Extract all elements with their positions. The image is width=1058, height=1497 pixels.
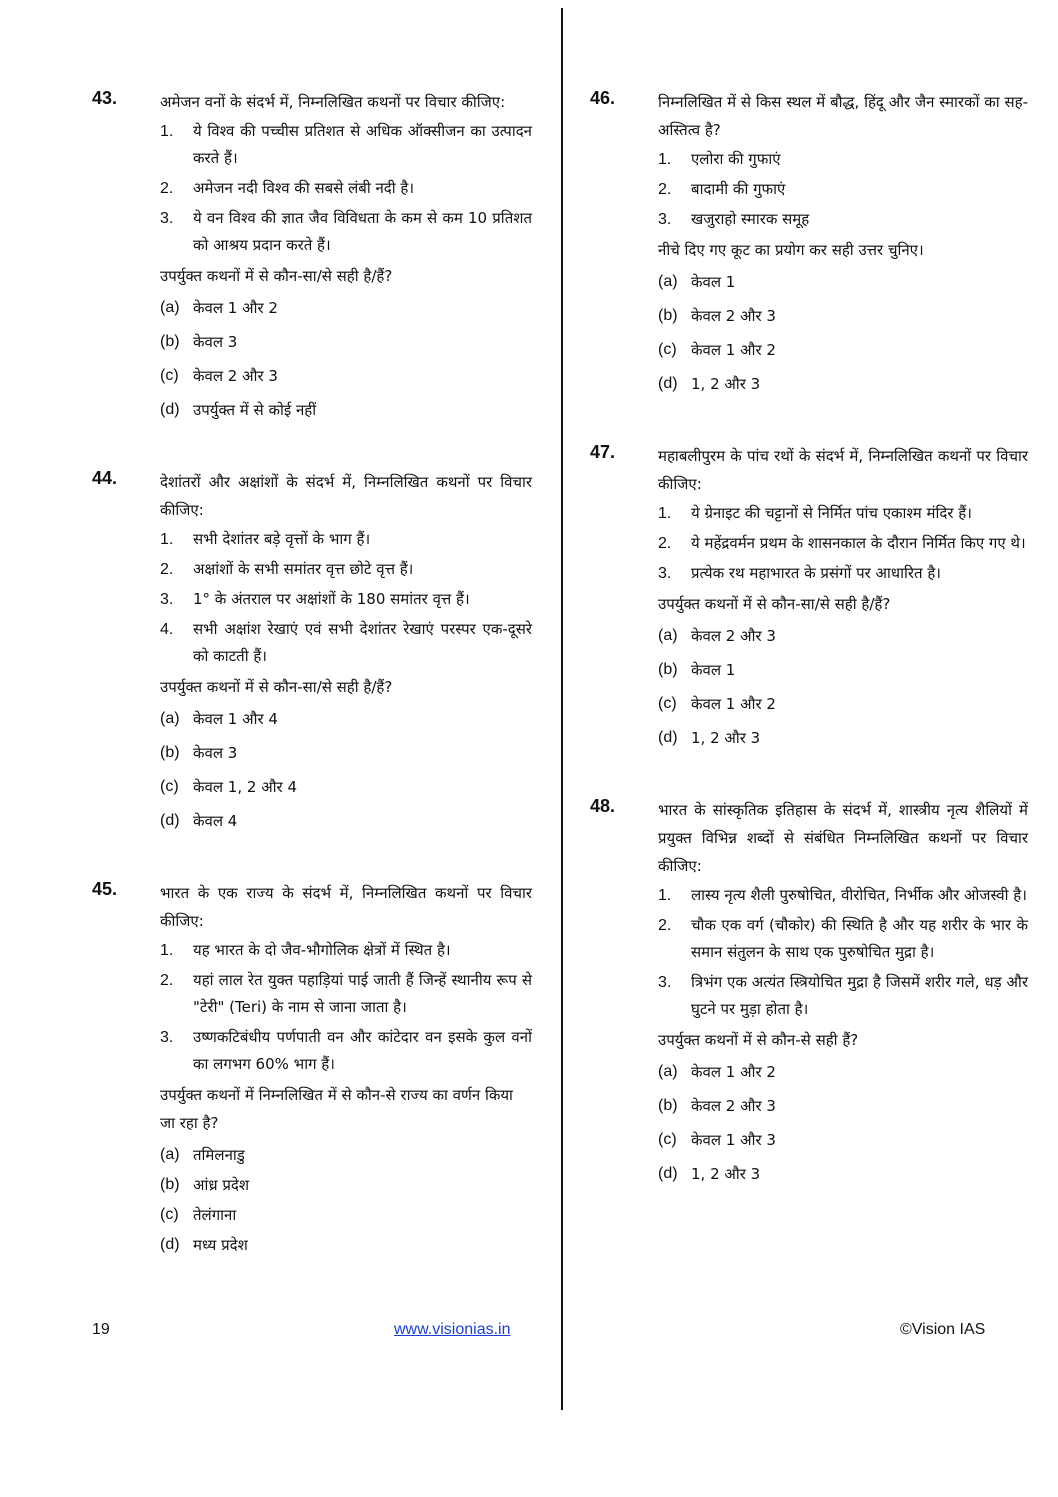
statement-item xyxy=(658,560,1028,587)
question-46 xyxy=(590,88,1028,398)
option-text: केवल 1 xyxy=(691,661,736,679)
option-label: (b) xyxy=(658,307,678,324)
option-label: (a) xyxy=(658,273,678,290)
question-prompt: उपर्युक्त कथनों में से कौन-सा/से सही है/हैं? xyxy=(658,595,891,613)
option-label: (b) xyxy=(658,1097,678,1114)
question-number: 43. xyxy=(92,88,118,108)
question-stem: महाबलीपुरम के पांच रथों के संदर्भ में, निम्नलिखित कथनों पर विचार कीजिए: xyxy=(658,447,1028,493)
statement-number: 3. xyxy=(160,1029,174,1046)
statement-item xyxy=(160,556,532,583)
statement-item xyxy=(658,530,1028,557)
statement-item xyxy=(658,146,1028,173)
statement-number: 3. xyxy=(160,210,174,227)
option-text: केवल 1 और 4 xyxy=(193,710,278,728)
question-stem: अमेजन वनों के संदर्भ में, निम्नलिखित कथनों पर विचार कीजिए: xyxy=(160,93,506,111)
option-text: 1, 2 और 3 xyxy=(691,729,761,747)
question-stem: निम्नलिखित में से किस स्थल में बौद्ध, हिंदू और जैन स्मारकों का सह-अस्तित्व है? xyxy=(658,93,1028,139)
option-text: केवल 2 और 3 xyxy=(691,307,776,325)
option-label: (a) xyxy=(658,1063,678,1080)
statement-number: 2. xyxy=(160,561,174,578)
option-label: (d) xyxy=(160,1236,180,1253)
statement-number: 3. xyxy=(658,974,672,991)
statement-item xyxy=(160,616,532,670)
question-stem: देशांतरों और अक्षांशों के संदर्भ में, निम्नलिखित कथनों पर विचार कीजिए: xyxy=(160,473,532,519)
option-list xyxy=(160,705,532,835)
statement-text: सभी अक्षांश रेखाएं एवं सभी देशांतर रेखाएं परस्पर एक-दूसरे को काटती हैं। xyxy=(193,620,532,665)
answer-option[interactable] xyxy=(160,1171,532,1199)
left-column xyxy=(92,88,532,1303)
option-list xyxy=(160,1141,532,1259)
statement-text: लास्य नृत्य शैली पुरुषोचित, वीरोचित, निर्भीक और ओजस्वी है। xyxy=(691,886,1027,904)
statement-text: ये महेंद्रवर्मन प्रथम के शासनकाल के दौरान निर्मित किए गए थे। xyxy=(691,534,1026,552)
option-label: (d) xyxy=(160,401,180,418)
answer-option[interactable] xyxy=(160,773,532,801)
option-text: उपर्युक्त में से कोई नहीं xyxy=(193,401,317,419)
question-prompt: उपर्युक्त कथनों में निम्नलिखित में से कौन-से राज्य का वर्णन किया जा रहा है? xyxy=(160,1086,513,1132)
statement-number: 1. xyxy=(160,123,174,140)
option-text: तेलंगाना xyxy=(193,1206,237,1224)
statement-text: त्रिभंग एक अत्यंत स्त्रियोचित मुद्रा है जिसमें शरीर गले, धड़ और घुटने पर मुड़ा होता है। xyxy=(691,973,1028,1018)
option-text: 1, 2 और 3 xyxy=(691,375,761,393)
statement-number: 1. xyxy=(658,887,672,904)
answer-option[interactable] xyxy=(160,294,532,322)
answer-option[interactable] xyxy=(658,336,1028,364)
option-text: केवल 2 और 3 xyxy=(691,627,776,645)
option-text: केवल 1 और 2 xyxy=(691,1063,776,1081)
option-label: (c) xyxy=(160,1206,179,1223)
option-text: मध्य प्रदेश xyxy=(193,1236,248,1254)
website-link[interactable]: www.visionias.in xyxy=(394,1321,511,1338)
answer-option[interactable] xyxy=(160,1231,532,1259)
question-prompt: उपर्युक्त कथनों में से कौन-से सही हैं? xyxy=(658,1031,859,1049)
answer-option[interactable] xyxy=(160,739,532,767)
answer-option[interactable] xyxy=(658,690,1028,718)
option-label: (c) xyxy=(658,341,677,358)
answer-option[interactable] xyxy=(658,302,1028,330)
statement-number: 4. xyxy=(160,621,174,638)
right-column xyxy=(590,88,1028,1232)
option-label: (d) xyxy=(658,729,678,746)
statement-number: 3. xyxy=(658,211,672,228)
question-number: 44. xyxy=(92,468,118,488)
statement-text: अक्षांशों के सभी समांतर वृत्त छोटे वृत्त हैं। xyxy=(193,560,414,578)
question-number: 45. xyxy=(92,879,118,899)
question-prompt: उपर्युक्त कथनों में से कौन-सा/से सही है/हैं? xyxy=(160,678,393,696)
option-text: 1, 2 और 3 xyxy=(691,1165,761,1183)
option-label: (d) xyxy=(160,812,180,829)
option-text: केवल 1 और 3 xyxy=(691,1131,776,1149)
question-prompt: उपर्युक्त कथनों में से कौन-सा/से सही है/हैं? xyxy=(160,267,393,285)
statement-item xyxy=(658,206,1028,233)
statement-item xyxy=(658,500,1028,527)
answer-option[interactable] xyxy=(160,1141,532,1169)
option-text: केवल 1 और 2 xyxy=(691,341,776,359)
statement-text: बादामी की गुफाएं xyxy=(691,180,786,198)
answer-option[interactable] xyxy=(658,268,1028,296)
option-text: केवल 2 और 3 xyxy=(691,1097,776,1115)
option-label: (c) xyxy=(658,1131,677,1148)
question-number: 48. xyxy=(590,796,616,816)
option-text: केवल 1 और 2 xyxy=(193,299,278,317)
option-text: तमिलनाडु xyxy=(193,1146,245,1164)
statement-list xyxy=(160,937,532,1078)
option-label: (a) xyxy=(160,299,180,316)
statement-item xyxy=(160,937,532,964)
statement-text: ये विश्व की पच्चीस प्रतिशत से अधिक ऑक्सीजन का उत्पादन करते हैं। xyxy=(193,122,532,167)
statement-text: अमेजन नदी विश्व की सबसे लंबी नदी है। xyxy=(193,179,415,197)
option-label: (a) xyxy=(160,710,180,727)
answer-option[interactable] xyxy=(658,656,1028,684)
statement-item xyxy=(658,176,1028,203)
statement-text: प्रत्येक रथ महाभारत के प्रसंगों पर आधारित है। xyxy=(691,564,941,582)
question-number: 47. xyxy=(590,442,616,462)
question-prompt: नीचे दिए गए कूट का प्रयोग कर सही उत्तर चुनिए। xyxy=(658,241,924,259)
statement-text: 1° के अंतराल पर अक्षांशों के 180 समांतर वृत्त हैं। xyxy=(193,590,470,608)
statement-item xyxy=(160,967,532,1021)
statement-number: 3. xyxy=(658,565,672,582)
statement-list xyxy=(160,526,532,670)
question-45 xyxy=(92,879,532,1259)
answer-option[interactable] xyxy=(160,807,532,835)
question-number: 46. xyxy=(590,88,616,108)
statement-text: एलोरा की गुफाएं xyxy=(691,150,781,168)
statement-item xyxy=(160,205,532,259)
statement-list xyxy=(658,882,1028,1023)
statement-text: चौक एक वर्ग (चौकोर) की स्थिति है और यह शरीर के भार के समान संतुलन के साथ एक पुरुषोचित मुद्रा है। xyxy=(691,916,1028,961)
answer-option[interactable] xyxy=(160,328,532,356)
statement-number: 1. xyxy=(658,151,672,168)
statement-item xyxy=(658,969,1028,1023)
statement-item xyxy=(658,912,1028,966)
option-label: (b) xyxy=(160,744,180,761)
page-number: 19 xyxy=(92,1321,110,1338)
statement-item xyxy=(160,118,532,172)
statement-number: 2. xyxy=(658,181,672,198)
answer-option[interactable] xyxy=(160,362,532,390)
option-label: (d) xyxy=(658,375,678,392)
statement-item xyxy=(160,175,532,202)
answer-option[interactable] xyxy=(658,370,1028,398)
statement-item xyxy=(160,1024,532,1078)
answer-option[interactable] xyxy=(658,622,1028,650)
statement-number: 1. xyxy=(160,942,174,959)
statement-number: 1. xyxy=(658,505,672,522)
answer-option[interactable] xyxy=(658,1092,1028,1120)
statement-text: ये वन विश्व की ज्ञात जैव विविधता के कम से कम 10 प्रतिशत को आश्रय प्रदान करते हैं। xyxy=(193,209,532,254)
question-43 xyxy=(92,88,532,424)
question-stem: भारत के सांस्कृतिक इतिहास के संदर्भ में, शास्त्रीय नृत्य शैलियों में प्रयुक्त विभिन्न शब्दों से संबंधित निम्नलिखित कथनों पर विचार कीजिए: xyxy=(658,801,1028,875)
option-label: (a) xyxy=(160,1146,180,1163)
statement-list xyxy=(160,118,532,259)
statement-text: यह भारत के दो जैव-भौगोलिक क्षेत्रों में स्थित है। xyxy=(193,941,451,959)
answer-option[interactable] xyxy=(658,1058,1028,1086)
statement-text: सभी देशांतर बड़े वृत्तों के भाग हैं। xyxy=(193,530,371,548)
option-label: (b) xyxy=(658,661,678,678)
answer-option[interactable] xyxy=(160,396,532,424)
statement-number: 2. xyxy=(160,972,174,989)
statement-item xyxy=(160,586,532,613)
statement-text: ये ग्रेनाइट की चट्टानों से निर्मित पांच एकाश्म मंदिर हैं। xyxy=(691,504,972,522)
option-text: केवल 2 और 3 xyxy=(193,367,278,385)
copyright-text: ©Vision IAS xyxy=(900,1321,986,1338)
option-text: केवल 1, 2 और 4 xyxy=(193,778,297,796)
option-label: (c) xyxy=(160,778,179,795)
statement-text: खजुराहो स्मारक समूह xyxy=(691,210,810,228)
option-text: केवल 3 xyxy=(193,333,238,351)
statement-item xyxy=(658,882,1028,909)
answer-option[interactable] xyxy=(658,724,1028,752)
statement-text: उष्णकटिबंधीय पर्णपाती वन और कांटेदार वन इसके कुल वनों का लगभग 60% भाग हैं। xyxy=(193,1028,532,1073)
option-text: केवल 1 और 2 xyxy=(691,695,776,713)
option-label: (d) xyxy=(658,1165,678,1182)
answer-option[interactable] xyxy=(160,1201,532,1229)
question-stem: भारत के एक राज्य के संदर्भ में, निम्नलिखित कथनों पर विचार कीजिए: xyxy=(160,884,532,930)
answer-option[interactable] xyxy=(658,1126,1028,1154)
option-label: (c) xyxy=(658,695,677,712)
option-text: आंध्र प्रदेश xyxy=(193,1176,250,1194)
statement-list xyxy=(658,146,1028,233)
statement-number: 1. xyxy=(160,531,174,548)
column-divider xyxy=(561,8,563,1410)
statement-list xyxy=(658,500,1028,587)
option-label: (a) xyxy=(658,627,678,644)
option-label: (b) xyxy=(160,1176,180,1193)
answer-option[interactable] xyxy=(160,705,532,733)
option-list xyxy=(658,622,1028,752)
statement-number: 2. xyxy=(658,917,672,934)
statement-text: यहां लाल रेत युक्त पहाड़ियां पाई जाती हैं जिन्हें स्थानीय रूप से "टेरी" (Teri) के नाम से जाना जाता है। xyxy=(193,971,532,1016)
option-text: केवल 1 xyxy=(691,273,736,291)
option-label: (b) xyxy=(160,333,180,350)
option-text: केवल 3 xyxy=(193,744,238,762)
option-list xyxy=(160,294,532,424)
answer-option[interactable] xyxy=(658,1160,1028,1188)
option-text: केवल 4 xyxy=(193,812,238,830)
question-48 xyxy=(590,796,1028,1188)
statement-number: 3. xyxy=(160,591,174,608)
statement-item xyxy=(160,526,532,553)
question-47 xyxy=(590,442,1028,752)
statement-number: 2. xyxy=(160,180,174,197)
statement-number: 2. xyxy=(658,535,672,552)
question-44 xyxy=(92,468,532,835)
option-list xyxy=(658,268,1028,398)
option-label: (c) xyxy=(160,367,179,384)
option-list xyxy=(658,1058,1028,1188)
